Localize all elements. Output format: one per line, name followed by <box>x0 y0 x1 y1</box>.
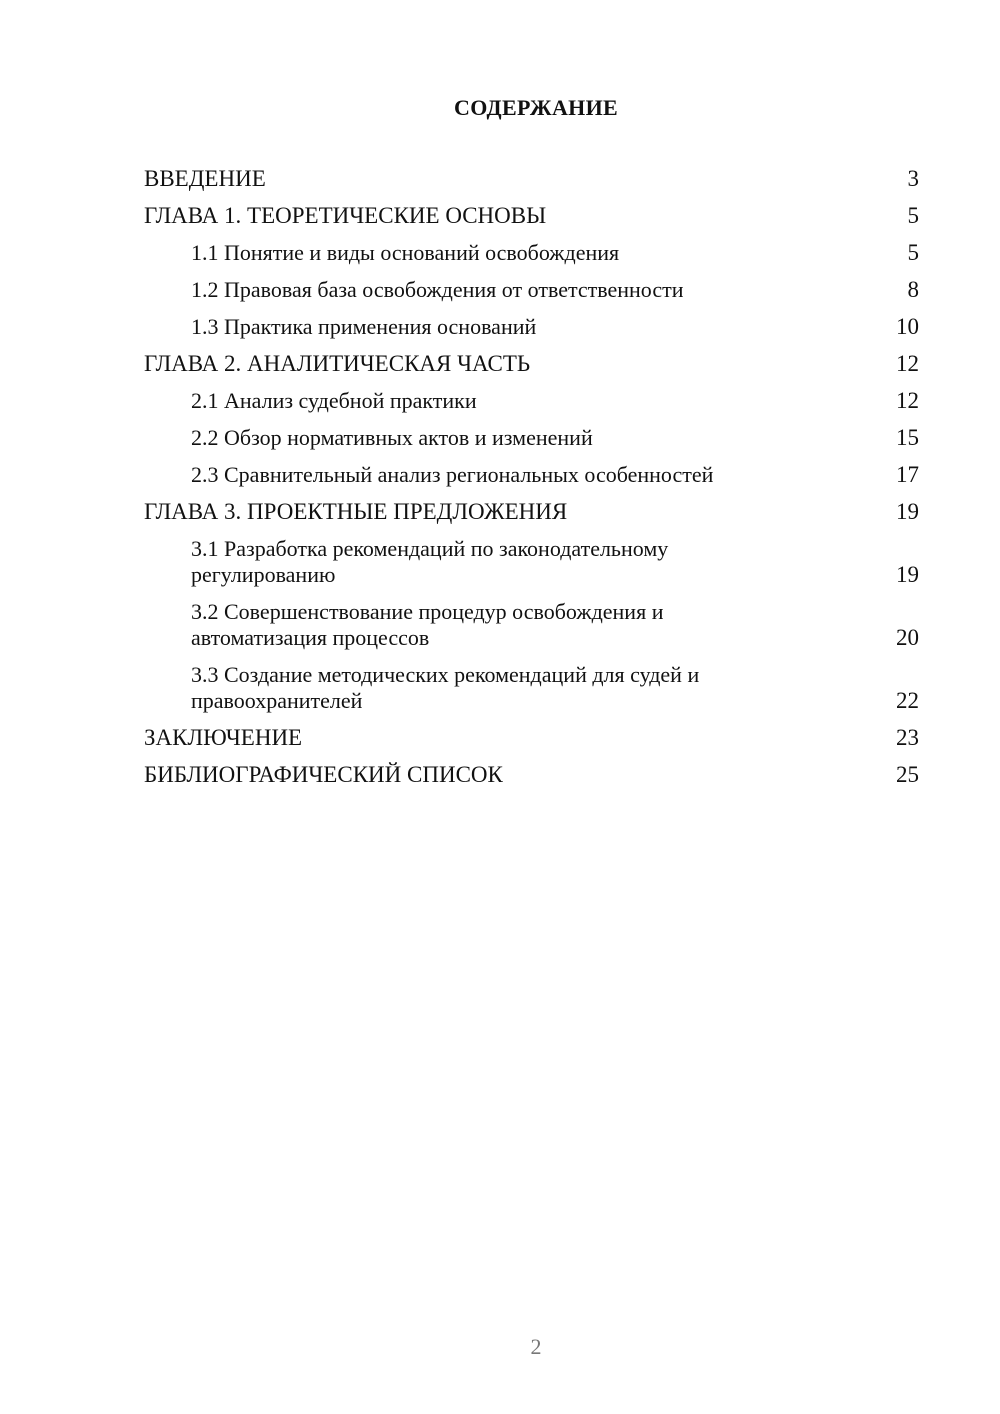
toc-entry-page-number: 3 <box>907 166 919 191</box>
toc-entry-label: 1.1 Понятие и виды оснований освобождения <box>191 240 620 265</box>
toc-entry-page-number: 12 <box>896 388 919 413</box>
toc-entry-page-number: 15 <box>896 425 919 450</box>
toc-entry-label: ГЛАВА 2. АНАЛИТИЧЕСКАЯ ЧАСТЬ <box>144 351 531 376</box>
toc-chapter-entry <box>144 725 919 751</box>
toc-entry-label: 1.3 Практика применения оснований <box>191 314 537 339</box>
toc-entry-page-number: 5 <box>907 203 919 228</box>
toc-entry-page-number: 20 <box>896 625 919 650</box>
toc-entry-label: 3.2 Совершенствование процедур освобождения и автоматизация процессов <box>191 599 664 650</box>
toc-chapter-entry <box>144 166 919 192</box>
toc-entry-label: БИБЛИОГРАФИЧЕСКИЙ СПИСОК <box>144 762 503 787</box>
toc-entry-label: 2.1 Анализ судебной практики <box>191 388 477 413</box>
toc-chapter-entry <box>144 499 919 525</box>
page-number: 2 <box>530 1334 542 1359</box>
toc-subsection-entry <box>144 314 919 340</box>
toc-subsection-entry <box>144 425 919 451</box>
toc-chapter-entry <box>144 762 919 788</box>
toc-entry-label: 3.3 Создание методических рекомендаций для судей и правоохранителей <box>191 662 700 713</box>
toc-subsection-entry <box>144 240 919 266</box>
toc-entry-label: 2.3 Сравнительный анализ региональных особенностей <box>191 462 714 487</box>
toc-chapter-entry <box>144 203 919 229</box>
toc-subsection-entry <box>144 662 919 714</box>
toc-entry-label: ГЛАВА 3. ПРОЕКТНЫЕ ПРЕДЛОЖЕНИЯ <box>144 499 568 524</box>
toc-entry-page-number: 25 <box>896 762 919 787</box>
toc-entry-page-number: 22 <box>896 688 919 713</box>
toc-entry-label: 1.2 Правовая база освобождения от ответственности <box>191 277 684 302</box>
page-title: СОДЕРЖАНИЕ <box>454 95 618 120</box>
toc-entry-label: ВВЕДЕНИЕ <box>144 166 266 191</box>
toc-chapter-entry <box>144 351 919 377</box>
toc-subsection-entry <box>144 277 919 303</box>
toc-entry-label: 3.1 Разработка рекомендаций по законодательному регулированию <box>191 536 669 587</box>
toc-entry-label: ГЛАВА 1. ТЕОРЕТИЧЕСКИЕ ОСНОВЫ <box>144 203 547 228</box>
toc-entry-page-number: 8 <box>907 277 919 302</box>
toc-entry-page-number: 19 <box>896 499 919 524</box>
toc-subsection-entry <box>144 536 919 588</box>
toc-subsection-entry <box>144 388 919 414</box>
toc-entry-label: ЗАКЛЮЧЕНИЕ <box>144 725 303 750</box>
toc-entry-page-number: 23 <box>896 725 919 750</box>
toc-entry-page-number: 5 <box>907 240 919 265</box>
toc-entry-label: 2.2 Обзор нормативных актов и изменений <box>191 425 593 450</box>
toc-subsection-entry <box>144 462 919 488</box>
table-of-contents <box>144 166 919 799</box>
toc-entry-page-number: 10 <box>896 314 919 339</box>
toc-subsection-entry <box>144 599 919 651</box>
toc-entry-page-number: 19 <box>896 562 919 587</box>
toc-entry-page-number: 17 <box>896 462 919 487</box>
toc-entry-page-number: 12 <box>896 351 919 376</box>
